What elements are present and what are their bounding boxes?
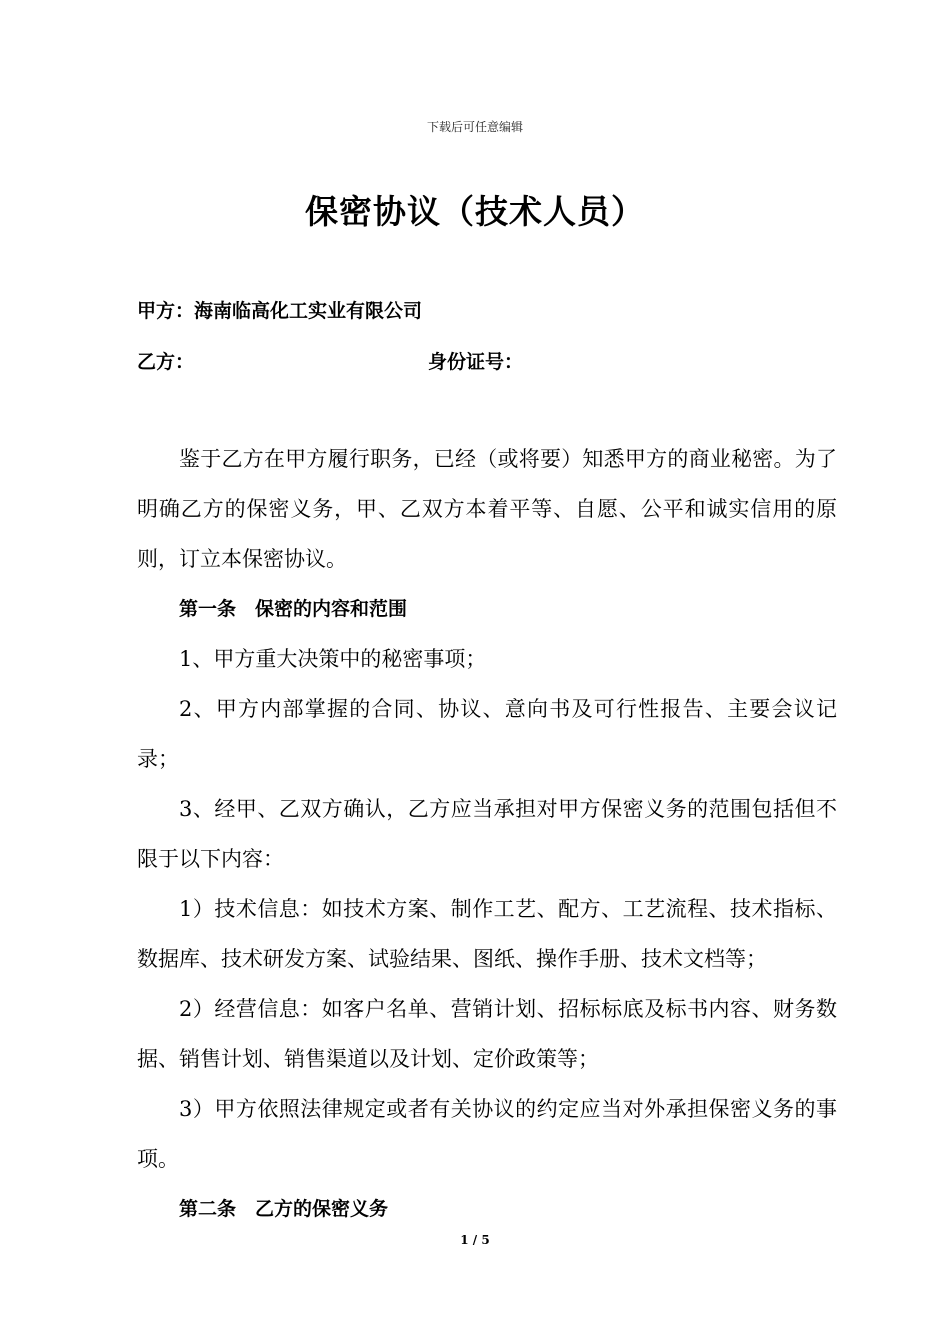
article-2-heading: 第二条 乙方的保密义务 bbox=[179, 1198, 389, 1220]
preamble-paragraph: 鉴于乙方在甲方履行职务，已经（或将要）知悉甲方的商业秘密。为了明确乙方的保密义务，甲、乙双方本着平等、自愿、公平和诚实信用的原则，订立本保密协议。 bbox=[137, 447, 837, 571]
id-number-label: 身份证号： bbox=[428, 351, 524, 373]
clause-paragraph: 2）经营信息：如客户名单、营销计划、招标标底及标书内容、财务数据、销售计划、销售渠道以及计划、定价政策等； bbox=[137, 997, 837, 1071]
clause-paragraph: 3）甲方依照法律规定或者有关协议的约定应当对外承担保密义务的事项。 bbox=[137, 1097, 837, 1171]
page-number: 1 / 5 bbox=[460, 1233, 490, 1247]
document-body bbox=[137, 434, 837, 1234]
party-a-line: 甲方：海南临高化工实业有限公司 bbox=[137, 300, 423, 322]
party-b-line bbox=[137, 347, 837, 374]
clause-paragraph: 3、经甲、乙双方确认，乙方应当承担对甲方保密义务的范围包括但不限于以下内容： bbox=[137, 797, 837, 871]
header-note: 下载后可任意编辑 bbox=[426, 120, 523, 134]
clause-paragraph: 1、甲方重大决策中的秘密事项； bbox=[179, 647, 487, 671]
document-title: 保密协议（技术人员） bbox=[305, 192, 645, 231]
article-1-heading: 第一条 保密的内容和范围 bbox=[179, 598, 408, 620]
party-b-label: 乙方： bbox=[137, 351, 195, 373]
clause-paragraph: 1）技术信息：如技术方案、制作工艺、配方、工艺流程、技术指标、数据库、技术研发方案、试验结果、图纸、操作手册、技术文档等； bbox=[137, 897, 837, 971]
clause-paragraph: 2、甲方内部掌握的合同、协议、意向书及可行性报告、主要会议记录； bbox=[137, 697, 837, 771]
